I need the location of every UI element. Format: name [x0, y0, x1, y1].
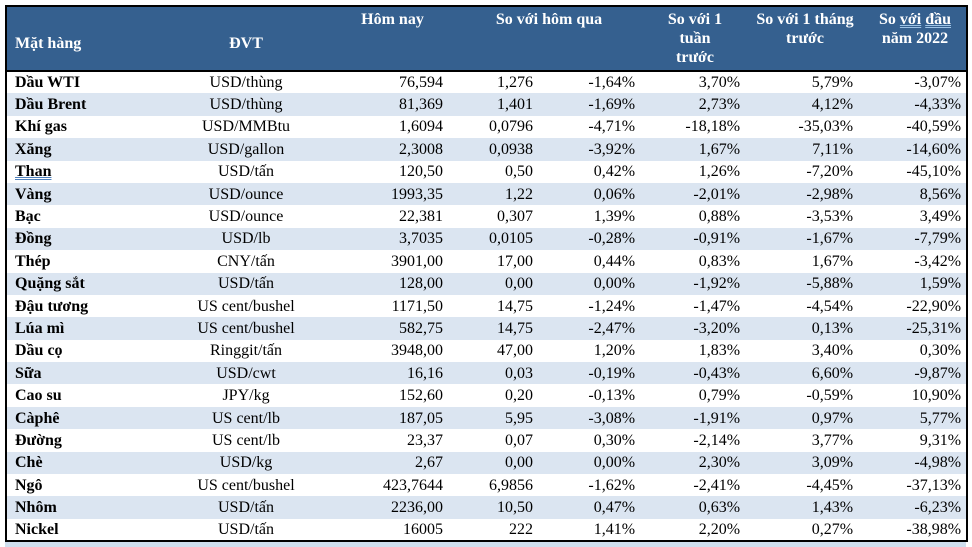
cell-y-pct: -7,79%: [864, 228, 967, 250]
cell-item: Nickel: [15, 521, 59, 538]
cell-y-pct: -40,59%: [906, 118, 962, 136]
cell-m-pct: 3,09%: [746, 452, 864, 474]
cell-y-pct: 10,90%: [911, 387, 962, 405]
cell-w-pct: 1,26%: [698, 163, 741, 181]
cell-d-pct: 0,44%: [593, 252, 636, 270]
cell-item: [6, 161, 161, 183]
cell-d-abs: 14,75: [454, 317, 542, 339]
cell-d-pct: -1,64%: [588, 74, 636, 92]
header-unit: ĐVT: [161, 6, 331, 71]
cell-w-pct: -1,92%: [644, 273, 746, 295]
cell-item: Lúa mì: [6, 317, 161, 339]
cell-item: Đồng: [6, 228, 161, 250]
header-ytd-underlined-word-2: đầu: [925, 11, 952, 28]
cell-m-pct: 3,40%: [811, 342, 854, 360]
cell-unit: USD/thùng: [161, 93, 331, 115]
cell-m-pct: 0,13%: [746, 317, 864, 339]
cell-today: 81,369: [331, 93, 454, 115]
cell-d-abs: 0,00: [454, 273, 542, 295]
cell-unit: USD/kg: [161, 452, 331, 474]
cell-y-pct: 3,49%: [919, 208, 962, 226]
cell-item: Ngô: [15, 476, 43, 494]
cell-d-abs: 10,50: [454, 496, 542, 518]
cell-today: 76,594: [399, 74, 443, 92]
cell-today: 1,6094: [399, 118, 443, 136]
cell-item: Sữa: [6, 362, 161, 384]
cell-y-pct: -37,13%: [906, 476, 962, 494]
cell-d-abs: 0,07: [505, 431, 533, 449]
cell-y-pct: -6,23%: [864, 496, 967, 518]
cell-item: Khí gas: [15, 118, 68, 136]
cell-today: 23,37: [407, 431, 443, 449]
cell-unit: CNY/tấn: [217, 252, 275, 270]
table-row: [6, 205, 967, 227]
cell-m-pct: -0,59%: [806, 387, 854, 405]
cell-today: 2236,00: [331, 496, 454, 518]
cell-d-pct: 1,20%: [593, 342, 636, 360]
cell-item: Nhôm: [6, 496, 161, 518]
cell-today: 3,7035: [331, 228, 454, 250]
table-row: [6, 250, 967, 272]
cell-w-pct: 2,20%: [698, 521, 741, 538]
cell-d-pct: -0,19%: [542, 362, 644, 384]
table-row: [6, 474, 967, 496]
cell-m-pct: 0,27%: [811, 521, 854, 538]
cell-d-pct: -0,13%: [588, 387, 636, 405]
cell-d-abs: 0,03: [454, 362, 542, 384]
cell-unit: USD/tấn: [218, 163, 274, 181]
cell-item: Vàng: [6, 183, 161, 205]
cell-y-pct: -4,33%: [864, 93, 967, 115]
cell-unit: USD/gallon: [161, 138, 331, 160]
cell-d-abs: 5,95: [454, 407, 542, 429]
header-item: Mặt hàng: [6, 6, 161, 71]
table-row: [6, 116, 967, 138]
cell-m-pct: 7,11%: [746, 138, 864, 160]
cell-w-pct: -2,41%: [693, 476, 741, 494]
cell-unit: USD/ounce: [208, 208, 284, 226]
cell-today: 3948,00: [391, 342, 443, 360]
cell-m-pct: 0,97%: [746, 407, 864, 429]
table-row: [6, 273, 967, 295]
cell-item: Dầu cọ: [15, 342, 63, 360]
cell-d-abs: 0,0105: [454, 228, 542, 250]
cell-unit: USD/tấn: [161, 273, 331, 295]
cell-d-abs: 222: [509, 521, 533, 538]
cell-w-pct: -2,14%: [693, 431, 741, 449]
underlined-item-label: Than: [15, 163, 52, 181]
cell-d-pct: 0,00%: [542, 273, 644, 295]
cell-w-pct: 3,70%: [698, 74, 741, 92]
cell-item: Thép: [15, 252, 51, 270]
cell-m-pct: 3,77%: [811, 431, 854, 449]
cell-today: 582,75: [331, 317, 454, 339]
cell-y-pct: 0,30%: [919, 342, 962, 360]
cell-item: Cao su: [15, 387, 62, 405]
cell-y-pct: -38,98%: [906, 521, 962, 538]
cell-unit: USD/ounce: [161, 183, 331, 205]
cell-unit: US cent/bushel: [161, 317, 331, 339]
table-row: [6, 407, 967, 429]
cell-d-abs: 0,307: [497, 208, 533, 226]
cell-d-pct: 1,41%: [593, 521, 636, 538]
table-row: [6, 452, 967, 474]
cell-w-pct: 2,30%: [644, 452, 746, 474]
cell-unit: Ringgit/tấn: [210, 342, 282, 360]
cell-y-pct: -3,07%: [914, 74, 962, 92]
cell-d-abs: 1,22: [454, 183, 542, 205]
cell-w-pct: -18,18%: [685, 118, 741, 136]
cell-d-abs: 1,276: [497, 74, 533, 92]
cell-item: Xăng: [6, 138, 161, 160]
cell-today: 2,67: [331, 452, 454, 474]
cell-unit: USD/cwt: [161, 362, 331, 384]
cell-today: 423,7644: [383, 476, 443, 494]
cell-m-pct: -5,88%: [746, 273, 864, 295]
cell-unit: US cent/lb: [161, 407, 331, 429]
cell-item: Quặng sắt: [6, 273, 161, 295]
cell-m-pct: 1,67%: [811, 252, 854, 270]
cell-d-pct: 1,39%: [593, 208, 636, 226]
commodity-price-table: [5, 5, 968, 542]
cell-d-pct: -3,92%: [542, 138, 644, 160]
table-row: [6, 138, 967, 160]
cell-item: Đường: [15, 431, 62, 449]
cell-unit: USD/lb: [161, 228, 331, 250]
cell-m-pct: 5,79%: [811, 74, 854, 92]
cell-today: 3901,00: [391, 252, 443, 270]
cell-w-pct: -3,20%: [644, 317, 746, 339]
cell-today: 22,381: [399, 208, 443, 226]
cell-m-pct: -35,03%: [798, 118, 854, 136]
cell-unit: USD/tấn: [161, 496, 331, 518]
cell-d-abs: 6,9856: [489, 476, 533, 494]
cell-d-abs: 0,20: [505, 387, 533, 405]
cell-item: Bạc: [15, 208, 41, 226]
cell-y-pct: 1,59%: [864, 273, 967, 295]
cell-d-pct: -2,47%: [542, 317, 644, 339]
cell-m-pct: 6,60%: [746, 362, 864, 384]
header-vs-yesterday: So với hôm qua: [454, 6, 644, 71]
table-row: [6, 496, 967, 518]
cell-item: Chè: [6, 452, 161, 474]
cell-m-pct: -2,98%: [746, 183, 864, 205]
table-row: [6, 429, 967, 451]
cell-y-pct: -3,42%: [914, 252, 962, 270]
cell-d-pct: -0,28%: [542, 228, 644, 250]
header-row: [6, 6, 967, 71]
cell-d-pct: -3,08%: [542, 407, 644, 429]
cell-d-pct: 0,06%: [542, 183, 644, 205]
cell-w-pct: -0,91%: [644, 228, 746, 250]
table-header: [6, 6, 967, 71]
cell-y-pct: -9,87%: [864, 362, 967, 384]
cell-item: Dầu Brent: [6, 93, 161, 115]
cell-today: 187,05: [331, 407, 454, 429]
cell-d-pct: -1,69%: [542, 93, 644, 115]
header-ytd-post: năm 2022: [881, 30, 949, 47]
cell-d-pct: 0,42%: [593, 163, 636, 181]
table-row: [6, 340, 967, 362]
cell-d-abs: 0,50: [505, 163, 533, 181]
bottom-strip: [5, 542, 966, 547]
cell-d-abs: 14,75: [497, 297, 533, 315]
cell-d-abs: 1,401: [454, 93, 542, 115]
cell-today: 16005: [403, 521, 443, 538]
table-row: [6, 161, 967, 183]
cell-m-pct: -1,67%: [746, 228, 864, 250]
cell-today: 120,50: [399, 163, 443, 181]
cell-y-pct: -4,98%: [864, 452, 967, 474]
cell-m-pct: -4,54%: [806, 297, 854, 315]
table-row: [6, 362, 967, 384]
cell-d-pct: -4,71%: [588, 118, 636, 136]
cell-d-abs: 0,0796: [489, 118, 533, 136]
cell-m-pct: -4,45%: [806, 476, 854, 494]
cell-w-pct: -2,01%: [644, 183, 746, 205]
cell-today: 1171,50: [391, 297, 443, 315]
cell-y-pct: -25,31%: [864, 317, 967, 339]
cell-d-pct: 0,30%: [593, 431, 636, 449]
cell-today: 128,00: [331, 273, 454, 295]
header-ytd-pre: So: [879, 11, 896, 28]
cell-y-pct: -14,60%: [864, 138, 967, 160]
cell-item: Dầu WTI: [15, 74, 81, 92]
cell-d-abs: 0,0938: [454, 138, 542, 160]
cell-today: 16,16: [331, 362, 454, 384]
cell-w-pct: 2,73%: [644, 93, 746, 115]
cell-unit: JPY/kg: [222, 387, 270, 405]
table-row: [6, 295, 967, 317]
header-vs-start-year: [864, 6, 967, 71]
cell-unit: USD/MMBtu: [201, 118, 291, 136]
cell-w-pct: 1,67%: [644, 138, 746, 160]
cell-y-pct: 5,77%: [864, 407, 967, 429]
cell-unit: US cent/bushel: [197, 297, 295, 315]
cell-d-abs: 0,00: [454, 452, 542, 474]
cell-d-pct: 0,47%: [542, 496, 644, 518]
cell-m-pct: 4,12%: [746, 93, 864, 115]
header-vs-month: So với 1 tháng trước: [746, 6, 864, 71]
cell-d-pct: -1,24%: [588, 297, 636, 315]
cell-w-pct: 1,83%: [698, 342, 741, 360]
cell-y-pct: -22,90%: [906, 297, 962, 315]
cell-y-pct: 8,56%: [864, 183, 967, 205]
cell-item: Đậu tương: [15, 297, 89, 315]
cell-w-pct: -1,47%: [693, 297, 741, 315]
cell-m-pct: -3,53%: [806, 208, 854, 226]
header-ytd-underlined-word-1: với: [899, 11, 922, 28]
cell-item: Càphê: [6, 407, 161, 429]
cell-today: 152,60: [399, 387, 443, 405]
cell-w-pct: -1,91%: [644, 407, 746, 429]
table-body: [6, 71, 967, 541]
cell-d-abs: 47,00: [497, 342, 533, 360]
cell-d-pct: -1,62%: [588, 476, 636, 494]
cell-w-pct: 0,88%: [698, 208, 741, 226]
cell-unit: USD/thùng: [209, 74, 283, 92]
cell-today: 2,3008: [331, 138, 454, 160]
table-row: [6, 93, 967, 115]
cell-w-pct: 0,63%: [644, 496, 746, 518]
cell-unit: USD/tấn: [218, 521, 274, 538]
cell-d-abs: 17,00: [497, 252, 533, 270]
cell-w-pct: 0,83%: [698, 252, 741, 270]
header-today: Hôm nay: [331, 6, 454, 71]
cell-today: 1993,35: [331, 183, 454, 205]
cell-unit: US cent/lb: [212, 431, 280, 449]
header-vs-week: So với 1 tuần trước: [644, 6, 746, 71]
cell-y-pct: -45,10%: [906, 163, 962, 181]
cell-d-pct: 0,00%: [542, 452, 644, 474]
table-row: [6, 228, 967, 250]
table-row: [6, 71, 967, 93]
cell-y-pct: 9,31%: [919, 431, 962, 449]
table-row: [6, 384, 967, 406]
cell-w-pct: 0,79%: [698, 387, 741, 405]
cell-unit: US cent/bushel: [197, 476, 295, 494]
cell-m-pct: -7,20%: [806, 163, 854, 181]
cell-m-pct: 1,43%: [746, 496, 864, 518]
cell-w-pct: -0,43%: [644, 362, 746, 384]
table-row: [6, 317, 967, 339]
table-row: [6, 183, 967, 205]
